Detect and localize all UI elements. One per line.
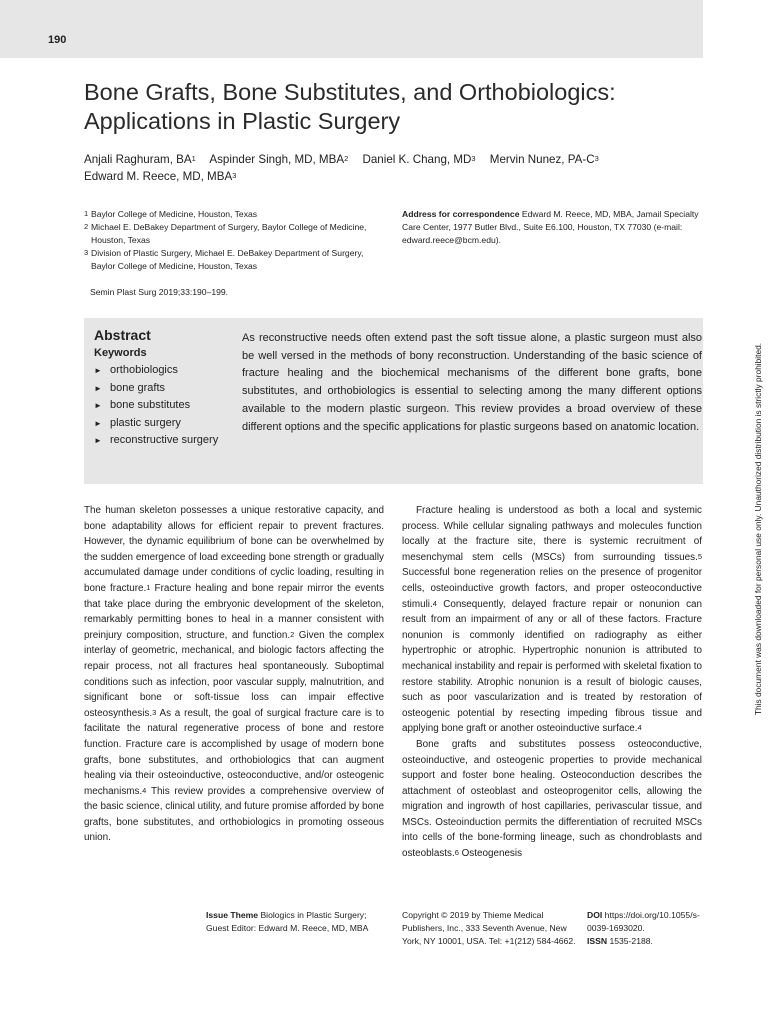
- author: Anjali Raghuram, $BA^1$: [84, 153, 196, 166]
- affiliation: 1 Baylor College of Medicine, Houston, Texas: [84, 209, 258, 219]
- author: Aspinder Singh, MD, MBA$^2$: [209, 153, 349, 166]
- author-list: [84, 151, 704, 185]
- page-number: 190: [48, 34, 67, 46]
- body-paragraph: Fracture healing is understood as both a local and systemic process. While cellular signaling pathways and molecules function locally at the fracture site, there is systemic recruitment of mesenchymal stem cells (MSCs) from surrounding tissues.$^5$ Successful bone regeneration relies on the presence of progenitor cells, osteoinductive growth factors, and proper osteoconductive stimuli.$^4$ Consequently, delayed fracture repair or nonunion can result from an impairment of any or all of these factors. Fracture nonunion is commonly identified on radiography as either hypertrophic or atrophic. Hypertrophic nonunion is attributed to mechanical instability and repair is performed with skeletal fixation to restore stability. Atrophic nonunion is a result of biologic causes, such as poor vascularization and is treated by restoration of osteogenic potential by resecting impeding fibrous tissue and applying bone graft or another osteoinductive surface.$^4$: [402, 505, 702, 735]
- correspondence-text: Edward M. Reece, MD, MBA, Jamail Specialty Care Center, 1977 Butler Blvd., Suite E6.100, Houston, TX 77030 (e-mail: edward.reece@bcm.edu).: [402, 209, 699, 245]
- keyword-item: ► reconstructive surgery: [94, 432, 234, 450]
- affiliations: [84, 208, 374, 273]
- correspondence-label: Address for correspondence: [402, 209, 520, 219]
- author: Edward M. Reece, MD, MBA$^3$: [84, 170, 237, 183]
- page-header-band: [0, 0, 703, 58]
- body-column-right: [402, 503, 702, 862]
- body-paragraph: The human skeleton possesses a unique restorative capacity, and bone adaptability allows for efficient repair to prevent fractures. However, the dynamic equilibrium of bone can be overwhelmed by the sudden emergence of load exceeding bone strength or gradually accumulated damage under conditions of cyclic loading, resulting in bone fracture.$^1$ Fracture healing and bone repair mirror the events that take place during the embryonic development of the skeleton, remarkably permitting bones to heal in a manner consistent with preinjury composition, structure, and function.$^2$ Given the complex interlay of geometric, mechanical, and biologic factors affecting the repair process, not all fractures heal spontaneously. Suboptimal conditions such as infection, poor vascular supply, malnutrition, and significant bone or soft-tissue loss can impair effective osteosynthesis.$^3$ As a result, the goal of surgical fracture care is to facilitate the natural regenerative process of bone and restore function. Fracture care is accomplished by usage of modern bone grafts, bone substitutes, and orthobiologics that can augment healing via their osteoinductive, osteoconductive, and/or osteogenic mechanisms.$^4$ This review provides a comprehensive overview of the basic science, clinical utility, and future promise afforded by bone grafts, bone substitutes, and orthobiologics in promoting osseous union.: [84, 505, 385, 844]
- affiliation: 2 Michael E. DeBakey Department of Surgery, Baylor College of Medicine, Houston, Texas: [84, 222, 367, 245]
- article-title: Bone Grafts, Bone Substitutes, and Orthobiologics: Applications in Plastic Surgery: [84, 79, 616, 134]
- download-notice: This document was downloaded for personal use only. Unauthorized distribution is strictly prohibited.: [753, 342, 763, 716]
- abstract-text: As reconstructive needs often extend past the soft tissue alone, a plastic surgeon must also be well versed in the methods of bony reconstruction. Understanding of the basic science of fracture healing and the biochemical mechanisms of the different bone grafts, bone substitutes, and orthobiologics is essential to selecting among the many different options available to the modern plastic surgeon. This review provides a broad overview of these different options and the specific applications for plastic surgeons based on anatomic location.: [242, 332, 702, 433]
- keyword-item: ► plastic surgery: [94, 415, 234, 433]
- body-paragraph: Bone grafts and substitutes possess osteoconductive, osteoinductive, and osteogenic properties to provide mechanical support and foster bone healing. Osteoconduction describes the attachment of osteoblast and osteoprogenitor cells, allowing the migration and ingrowth of host capillaries, perivascular tissue, and MSCs. Osteoinduction permits the differentiation of recruited MSCs into cells of the bone-forming lineage, such as chondroblasts and osteoblasts.$^6$ Osteogenesis: [402, 738, 702, 860]
- keywords-heading: Keywords: [94, 347, 147, 359]
- footer-doi: DOI https://doi.org/10.1055/s-0039-1693020. ISSN 1535-2188.: [587, 910, 700, 946]
- affiliation: 3 Division of Plastic Surgery, Michael E. DeBakey Department of Surgery, Baylor College of Medicine, Houston, Texas: [84, 248, 364, 271]
- keywords-list: [94, 362, 234, 450]
- correspondence-address: [402, 208, 702, 247]
- footer-issue-theme: Issue Theme Biologics in Plastic Surgery; Guest Editor: Edward M. Reece, MD, MBA: [206, 910, 369, 933]
- keyword-item: ► bone substitutes: [94, 397, 234, 415]
- author: Mervin Nunez, $PA-C^3$: [489, 153, 599, 166]
- keyword-item: ► bone grafts: [94, 380, 234, 398]
- journal-citation: Semin Plast Surg 2019;33:190–199.: [90, 287, 229, 297]
- body-column-left: [84, 503, 384, 846]
- abstract-heading: Abstract: [94, 327, 151, 343]
- author: Daniel K. Chang, $MD^3$: [362, 153, 476, 166]
- keyword-item: ► orthobiologics: [94, 362, 234, 380]
- footer-copyright: Copyright © 2019 by Thieme Medical Publishers, Inc., 333 Seventh Avenue, New York, NY 10001, USA. Tel: +1(212) 584-4662.: [402, 910, 576, 946]
